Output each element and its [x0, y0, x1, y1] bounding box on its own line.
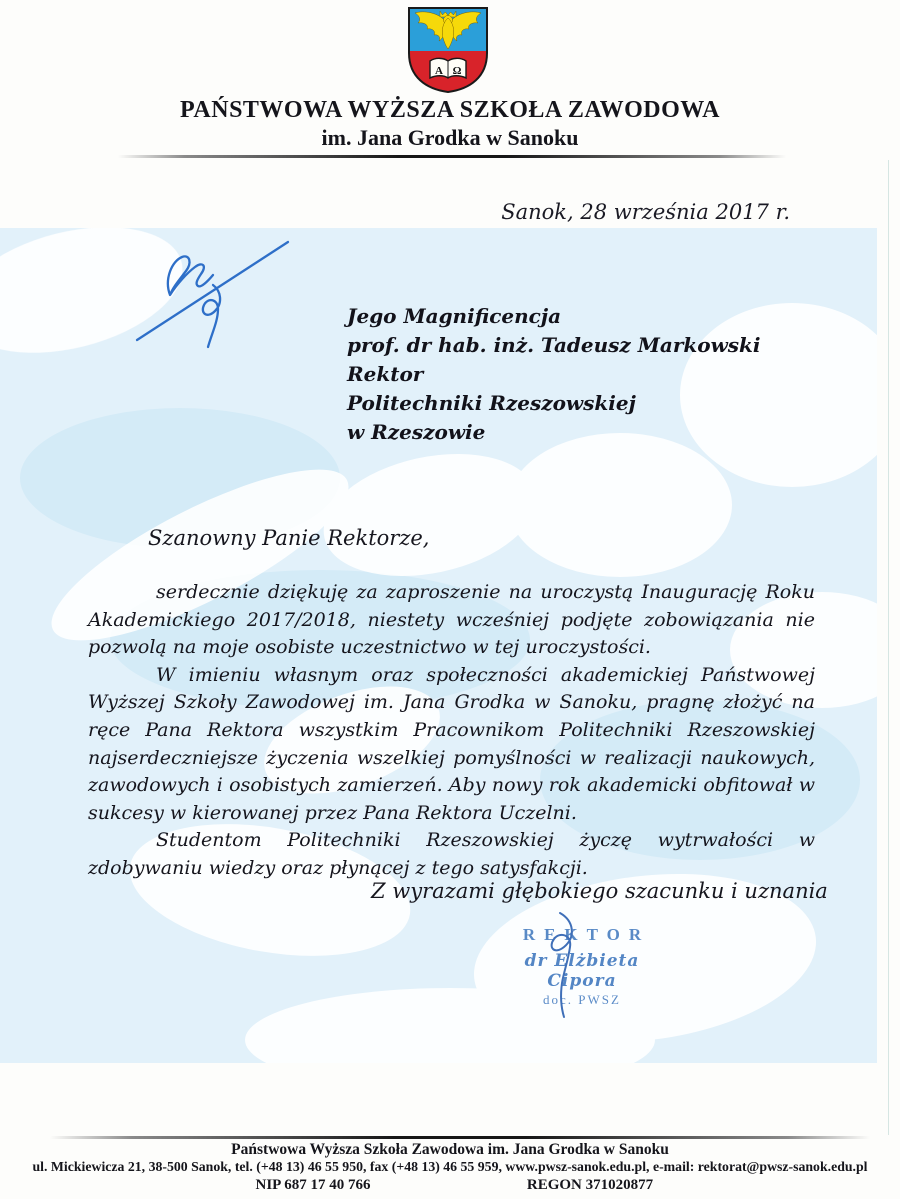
footer-address-contacts: ul. Mickiewicza 21, 38-500 Sanok, tel. (+48 13) 46 55 950, fax (+48 13) 46 55 959, www.pwsz-sanok.edu.pl, e-mail: rektorat@pwsz-sanok.edu.pl	[32, 1159, 868, 1174]
body-paragraph: W imieniu własnym oraz społeczności akademickiej Państwowej Wyższej Szkoły Zawodowej im. Jana Grodka w Sanoku, pragnę złożyć na ręce Pana Rektora wszystkim Pracownikom Politechniki Rzeszowskiej najserdeczniejsze życzenia wszelkiej pomyślności w realizacji naukowych, zawodowych i osobistych zamierzeń. Aby nowy rok akademicki obfitował w sukcesy w kierowanej przez Pana Rektora Uczelni.	[88, 663, 815, 824]
stamp-position: doc. PWSZ	[543, 992, 621, 1007]
school-name-line1: PAŃSTWOWA WYŻSZA SZKOŁA ZAWODOWA	[180, 97, 720, 123]
header-divider	[118, 155, 786, 158]
recipient-line: Politechniki Rzeszowskiej	[347, 391, 636, 415]
body-paragraph: Studentom Politechniki Rzeszowskiej życzę wytrwałości w zdobywaniu wiedzy oraz płynącej z tego satysfakcji.	[88, 829, 815, 879]
recipient-block	[347, 302, 761, 447]
body-paragraph: serdecznie dziękuję za zaproszenie na uroczystą Inaugurację Roku Akademickiego 2017/2018, niestety wcześniej podjęte zobowiązania nie pozwolą na moje osobiste uczestnictwo w tej uroczystości.	[88, 581, 815, 659]
handwritten-signature	[528, 903, 608, 1021]
handwritten-initials	[123, 233, 301, 355]
footer-divider	[50, 1136, 870, 1139]
recipient-line: Rektor	[347, 362, 424, 386]
scanner-artifact-line	[888, 160, 889, 1135]
recipient-line: Jego Magnificencja	[347, 304, 562, 328]
closing-line: Z wyrazami głębokiego szacunku i uznania	[371, 879, 828, 903]
salutation: Szanowny Panie Rektorze,	[148, 526, 430, 550]
footer-regon: REGON 371020877	[526, 1177, 654, 1193]
crest-alpha-letter: Α	[435, 65, 443, 77]
footer-nip: NIP 687 17 40 766	[255, 1177, 371, 1193]
footer-school-name: Państwowa Wyższa Szkoła Zawodowa im. Jana Grodka w Sanoku	[231, 1141, 669, 1158]
recipient-line: w Rzeszowie	[347, 420, 486, 444]
stamp-name: dr Elżbieta Cipora	[524, 951, 640, 991]
stamp-title: REKTOR	[522, 925, 651, 944]
school-crest-icon	[404, 5, 492, 95]
recipient-line: prof. dr hab. inż. Tadeusz Markowski	[347, 333, 761, 357]
school-name-line2: im. Jana Grodka w Sanoku	[321, 125, 579, 150]
crest-omega-letter: Ω	[452, 65, 462, 77]
date-line: Sanok, 28 września 2017 r.	[501, 200, 790, 224]
letter-body	[88, 579, 815, 883]
